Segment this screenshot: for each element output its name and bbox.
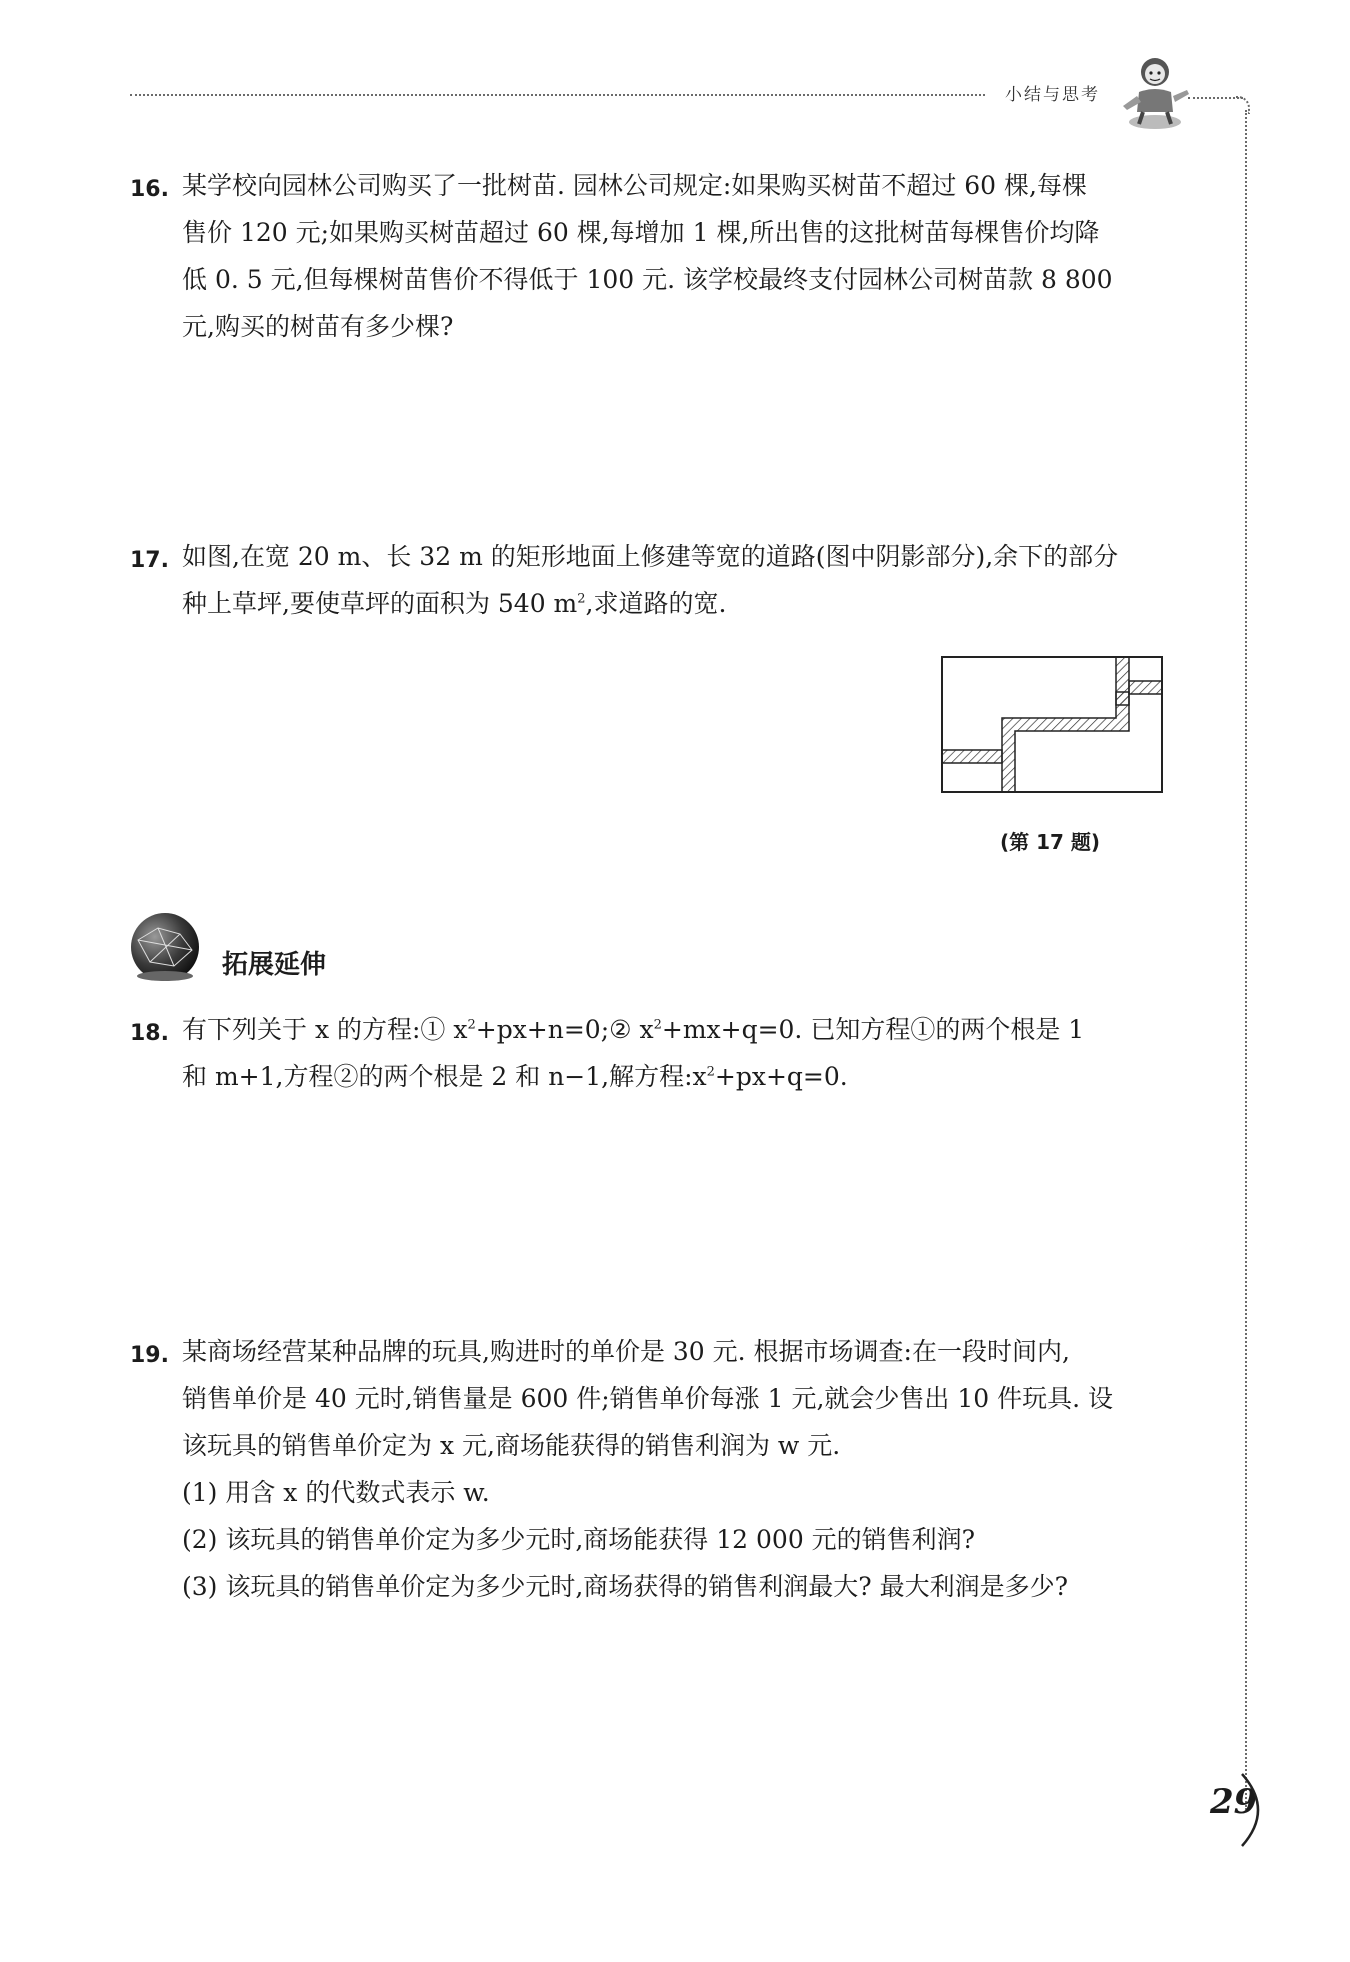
question-line: 售价 120 元;如果购买树苗超过 60 棵,每增加 1 棵,所出售的这批树苗每棵售价均降 <box>182 218 1100 247</box>
question-19 <box>130 1328 1190 1610</box>
question-body <box>182 1328 1190 1610</box>
sub-question: (2) 该玩具的销售单价定为多少元时,商场能获得 12 000 元的销售利润? <box>182 1525 976 1554</box>
sub-question: (1) 用含 x 的代数式表示 w. <box>182 1478 490 1507</box>
question-line: 元,购买的树苗有多少棵? <box>182 312 454 341</box>
question-body <box>182 162 1190 350</box>
question-line: 有下列关于 x 的方程:① $x^2+px+n=0;②$ $x^2+mx+q=0$. 已知方程①的两个根是 1 <box>182 1015 1085 1044</box>
frame-corner <box>1236 96 1250 114</box>
question-number: 17. <box>130 548 169 573</box>
sub-question: (3) 该玩具的销售单价定为多少元时,商场获得的销售利润最大? 最大利润是多少? <box>182 1572 1069 1601</box>
question-line: 种上草坪,要使草坪的面积为 540 $m^2$,求道路的宽. <box>182 589 727 618</box>
question-line: 某学校向园林公司购买了一批树苗. 园林公司规定:如果购买树苗不超过 60 棵,每棵 <box>182 171 1087 200</box>
header-label: 小结与思考 <box>1005 85 1100 105</box>
globe-network-icon <box>128 910 202 984</box>
question-body <box>182 533 1190 627</box>
page-number-arc <box>1238 1770 1278 1850</box>
question-number: 18. <box>130 1021 169 1046</box>
header-divider-right <box>1188 97 1243 99</box>
question-line: 该玩具的销售单价定为 x 元,商场能获得的销售利润为 w 元. <box>182 1431 841 1460</box>
page-number: 29 <box>1210 1782 1258 1822</box>
question-number: 16. <box>130 177 169 202</box>
question-body <box>182 1006 1190 1100</box>
question-18 <box>130 1006 1190 1100</box>
question-line: 低 0. 5 元,但每棵树苗售价不得低于 100 元. 该学校最终支付园林公司树苗款 8 800 <box>182 265 1113 294</box>
question-17 <box>130 533 1190 627</box>
question-16 <box>130 162 1190 350</box>
section-title: 拓展延伸 <box>222 950 327 980</box>
figure-road-diagram <box>940 655 1165 795</box>
question-line: 销售单价是 40 元时,销售量是 600 件;销售单价每涨 1 元,就会少售出 10 件玩具. 设 <box>182 1384 1114 1413</box>
question-line: 如图,在宽 20 m、长 32 m 的矩形地面上修建等宽的道路(图中阴影部分),余下的部分 <box>182 542 1119 571</box>
margin-divider <box>1245 110 1247 1810</box>
header-divider <box>130 94 985 96</box>
question-number: 19. <box>130 1343 169 1368</box>
question-line: 和 m+1,方程②的两个根是 2 和 n−1,解方程$:x^2+px+q=0$. <box>182 1062 848 1091</box>
boy-mascot-icon <box>1115 50 1195 135</box>
figure-caption: (第 17 题) <box>1000 830 1101 854</box>
question-line: 某商场经营某种品牌的玩具,购进时的单价是 30 元. 根据市场调查:在一段时间内, <box>182 1337 1070 1366</box>
